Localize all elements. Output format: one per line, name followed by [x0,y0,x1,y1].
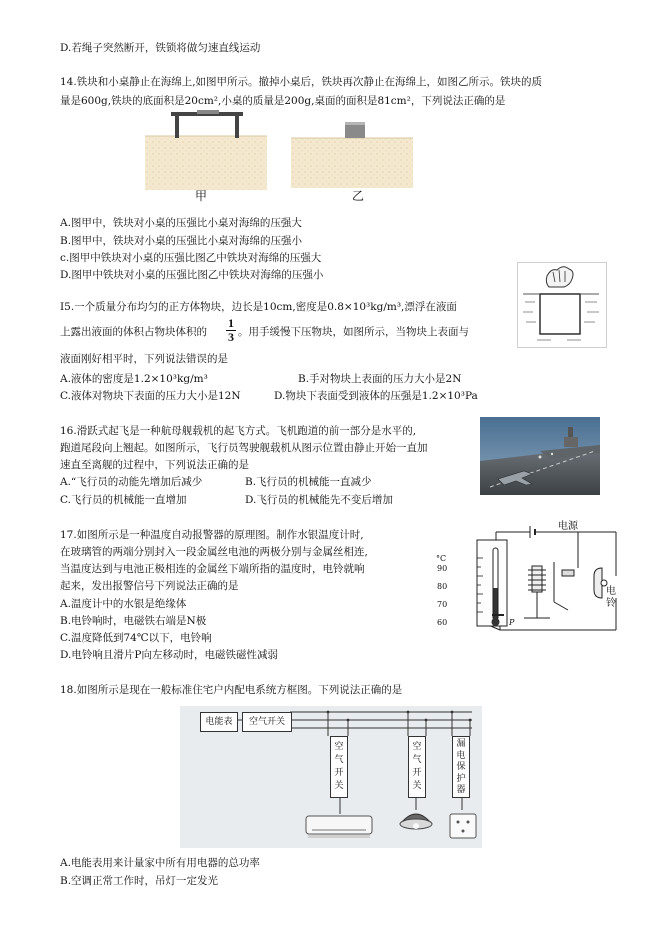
pendant-lamp-icon [400,814,432,829]
q14-stem-line1: 14.铁块和小桌静止在海绵上,如图甲所示。撤掉小桌后，铁块再次静止在海绵上，如图乙所示。铁块的质 [60,76,543,88]
q14-option-c: c.图甲中铁块对小桌的压强比图乙中铁块对海绵的压强大 [60,252,322,264]
q16-option-c: C.飞行员的机械能一直增加 [60,494,187,506]
air-conditioner-icon [306,816,372,838]
sponge [291,138,413,188]
cube-block [540,294,580,334]
q16-carrier-photo [480,417,600,495]
q17-stem-line4: 起来，发出报警信号下列说法正确的是 [60,580,239,592]
q15-stem-line3: 液面刚好相平时，下列说法错误的是 [60,353,228,365]
bell-label: 电铃 [606,586,616,609]
q14-option-a: A.图甲中，铁块对小桌的压强比小桌对海绵的压强大 [60,217,302,229]
q17-option-c: C.温度降低到74℃以下，电铃响 [60,632,212,644]
fraction-denominator: 3 [228,330,234,344]
q18-option-b: B.空调正常工作时，吊灯一定发光 [60,875,219,887]
q16-stem-line3: 速直至离舰的过程中，下列说法正确的是 [60,459,249,471]
q17-stem-line3: 当温度达到与电池正极相连的金属丝下端所指的温度时，电铃就响 [60,563,365,575]
q18-wiring-diagram [180,706,482,848]
q14-option-d: D.图甲中铁块对小桌的压强比图乙中铁块对海绵的压强小 [60,269,324,281]
q16-option-d: D.飞行员的机械能先不变后增加 [245,494,393,506]
armature [554,562,574,610]
q14-option-b: B.图甲中，铁块对小桌的压强比小桌对海绵的压强小 [60,235,303,247]
q15-stem-line2b: 。用手缓慢下压物块，如图所示，当物块上表面与 [238,326,469,338]
sponge [145,136,267,190]
leakage-protector-box: 漏电保护器 [452,736,470,798]
air-switch-box-1: 空气开关 [330,736,348,798]
temp-unit-label: °C [436,554,447,563]
fraction-numerator: 1 [228,316,234,330]
figure-label-yi: 乙 [352,189,365,203]
q15-stem-line2a: 上露出液面的体积占物块体积的 [60,326,207,338]
q15-option-b: B.手对物块上表面的压力大小是2N [298,373,462,385]
slider-p-label: P [509,618,515,627]
power-source-label: 电源 [558,521,578,532]
q14-figure-yi [291,110,413,188]
q18-option-a: A.电能表用来计量家中所有用电器的总功率 [60,857,260,869]
q16-option-b: B.飞行员的机械能一直减少 [245,476,372,488]
air-switch-box-2: 空气开关 [408,736,426,798]
q16-stem-line2: 跑道尾段向上翘起。如图所示，飞行员驾驶舰载机从图示位置由静止开始一直加 [60,442,428,454]
q17-option-d: D.电铃响且滑片P向左移动时，电磁铁磁性减弱 [60,649,278,661]
tick-label-70: 70 [437,600,448,609]
q14-stem-line2: 量是600g,铁块的底面积是20cm²,小桌的质量是200g,桌面的面积是81cm²，下列说法正确的是 [60,95,506,107]
q15-fraction [226,318,236,343]
q15-option-a: A.液体的密度是1.2×10³kg/m³ [60,373,208,385]
q15-option-d: D.物块下表面受到液体的压强是1.2×10³Pa [274,390,478,402]
q16-stem-line1: 16.滑跃式起飞是一种航母舰载机的起飞方式。飞机跑道的前一部分是水平的, [60,425,417,437]
q18-stem: 18.如图所示是现在一般标准住宅户内配电系统方框图。下列说法正确的是 [60,684,403,696]
q15-stem-line1: I5.一个质量分布均匀的正方体物块，边长是10cm,密度是0.8×10³kg/m³,漂浮在液面 [60,301,457,313]
q17-stem-line2: 在玻璃管的两端分别封入一段金属丝电池的两极分别与金属丝相连, [60,546,368,558]
table-leg-left [175,116,179,138]
iron-block [197,110,219,114]
electromagnet [524,566,550,618]
tick-label-80: 80 [437,582,448,591]
q17-stem-line1: 17.如图所示是一种温度自动报警器的原理图。制作水银温度计时, [60,529,364,541]
q17-option-b: B.电铃响时，电磁铁右端是N极 [60,615,207,627]
q16-option-a: A.“飞行员的动能先增加后减少 [60,476,203,488]
thermometer-bulb [492,618,500,626]
tick-label-90: 90 [437,564,448,573]
table-leg-right [235,116,239,138]
thermometer-box [477,540,507,626]
energy-meter-box: 电能表 [200,712,238,732]
q14-figure-jia [145,110,267,190]
main-air-switch-box: 空气开关 [242,712,292,732]
q15-option-c: C.液体对物块下表面的压力大小是12N [60,390,241,402]
figure-label-jia: 甲 [195,189,208,203]
q15-figure [517,262,607,348]
q13-option-d: D.若绳子突然断开，铁锁将做匀速直线运动 [60,42,261,54]
q17-option-a: A.温度计中的水银是绝缘体 [60,598,187,610]
tick-label-60: 60 [437,618,448,627]
q17-alarm-circuit [428,518,623,638]
socket-icon [450,814,476,838]
